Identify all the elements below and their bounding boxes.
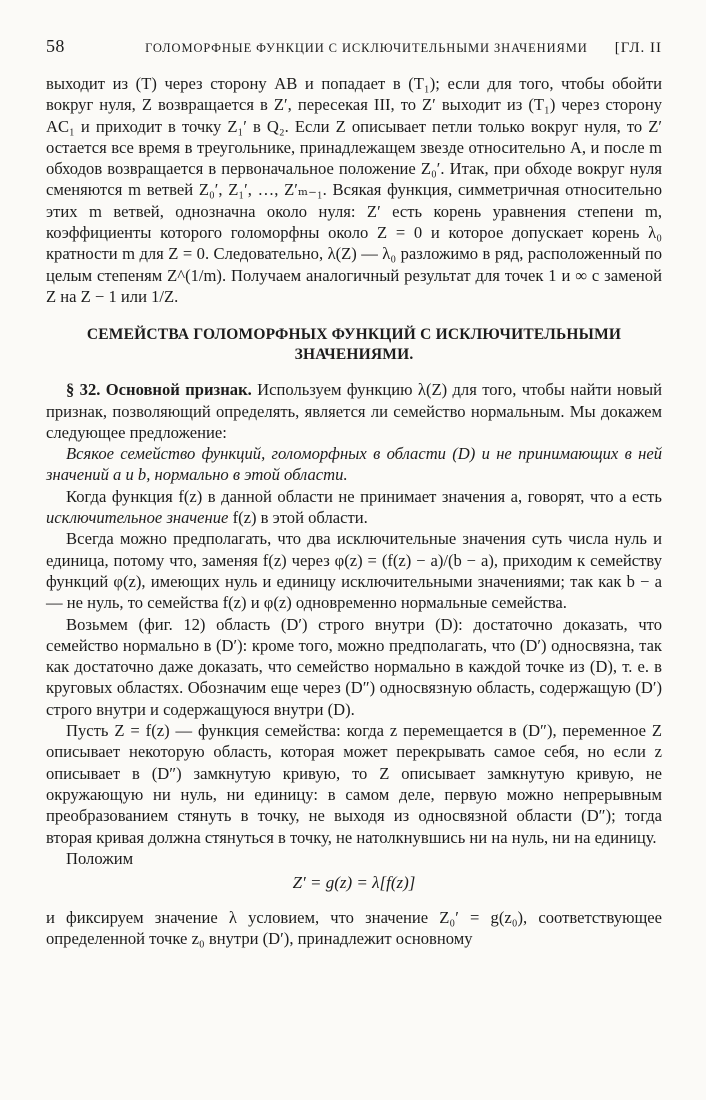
theorem-statement: Всякое семейство функций, голоморфных в области (D) и не принимающих в ней значений a и b, нормально в этой области. (46, 444, 662, 485)
section-32-text: Используем функцию λ(Z) для того, чтобы найти новый признак, позволяющий определять, является ли семейство нормальным. Мы докажем следующее предложение: (46, 380, 662, 442)
section-heading-line-1: СЕМЕЙСТВА ГОЛОМОРФНЫХ ФУНКЦИЙ С ИСКЛЮЧИТЕЛЬНЫМИ (86, 326, 622, 344)
display-formula: Z′ = g(z) = λ[f(z)] (292, 873, 416, 893)
chapter-label: [ГЛ. II (614, 40, 662, 56)
paragraph-continuation: выходит из (T) через сторону AB и попадает в (T₁); если для того, чтобы обойти вокруг нуля, Z возвращается в Z′, пересекая III, то Z′ выходит из (T₁) через сторону AC₁ и приходит в точку Z₁′ в Q₂. Если Z описывает петли только вокруг нуля, то Z′ остается все время в треугольнике, принадлежащем звезде относительно A, и после m обходов возвращается в первоначальное положение Z₀′. Итак, при обходе вокруг нуля сменяются m ветвей Z₀′, Z₁′, …, Z′ₘ₋₁. Всякая функция, симметричная относительно этих m ветвей, однозначна около нуля: Z′ есть корень уравнения степени m, коэффициенты которого голоморфны около Z = 0 и которое допускает корень λ₀ кратности m для Z = 0. Следовательно, λ(Z) — λ₀ разложимо в ряд, расположенный по целым степеням Z^(1/m). Получаем аналогичный результат для точек 1 и ∞ с заменой Z на Z − 1 или 1/Z. (46, 74, 662, 306)
running-header (46, 36, 662, 57)
exceptional-value-end: f(z) в этой области. (232, 508, 368, 528)
paragraph-section-32 (46, 379, 662, 443)
page-number: 58 (46, 36, 65, 56)
section-heading-line-2: ЗНАЧЕНИЯМИ. (294, 346, 414, 364)
paragraph-function-family: Пусть Z = f(z) — функция семейства: когда z перемещается в (D″), переменное Z описывает некоторую область, которая может перекрывать самое себя, но если z описывает в (D″) замкнутую кривую, то Z описывает замкнутую кривую, не окружающую ни нуль, ни единицу: в самом деле, первую можно непрерывным преобразованием стянуть в точку, не выходя из односвязной области (D″); тогда вторая кривая должна стянуться в точку, не натолкнувшись ни на нуль, ни на единицу. (46, 721, 662, 847)
paragraph-let: Положим (66, 848, 134, 868)
paragraph-zero-one: Всегда можно предполагать, что два исключительные значения суть числа нуль и единица, потому что, заменяя f(z) через φ(z) = (f(z) − a)/(b − a), приходим к семейству функций φ(z), имеющих нуль и единицу исключительными значениями; так как b − a — не нуль, то семейства f(z) и φ(z) одновременно нормальные семейства. (46, 529, 662, 613)
paragraph-domain-d-prime: Возьмем (фиг. 12) область (D′) строго внутри (D): достаточно доказать, что семейство нормально в (D′): кроме того, можно предполагать, что (D′) односвязна, так как достаточно даже доказать, что семейство нормально в каждой точке из (D), т. е. в круговых областях. Обозначим еще через (D″) односвязную область, содержащую (D′) строго внутри и содержащуюся внутри (D). (46, 614, 662, 719)
exceptional-value-term: исключительное значение (46, 508, 229, 528)
paragraph-exceptional-value (46, 486, 662, 529)
running-title: ГОЛОМОРФНЫЕ ФУНКЦИИ С ИСКЛЮЧИТЕЛЬНЫМИ ЗНАЧЕНИЯМИ (145, 41, 588, 55)
paragraph-fix-lambda: и фиксируем значение λ условием, что значение Z₀′ = g(z₀), соответствующее определенной точке z₀ внутри (D′), принадлежит основному (46, 908, 662, 949)
section-heading (46, 325, 662, 365)
section-32-label: § 32. Основной признак. (66, 380, 252, 400)
exceptional-value-start: Когда функция f(z) в данной области не принимает значения a, говорят, что a есть (66, 486, 662, 506)
